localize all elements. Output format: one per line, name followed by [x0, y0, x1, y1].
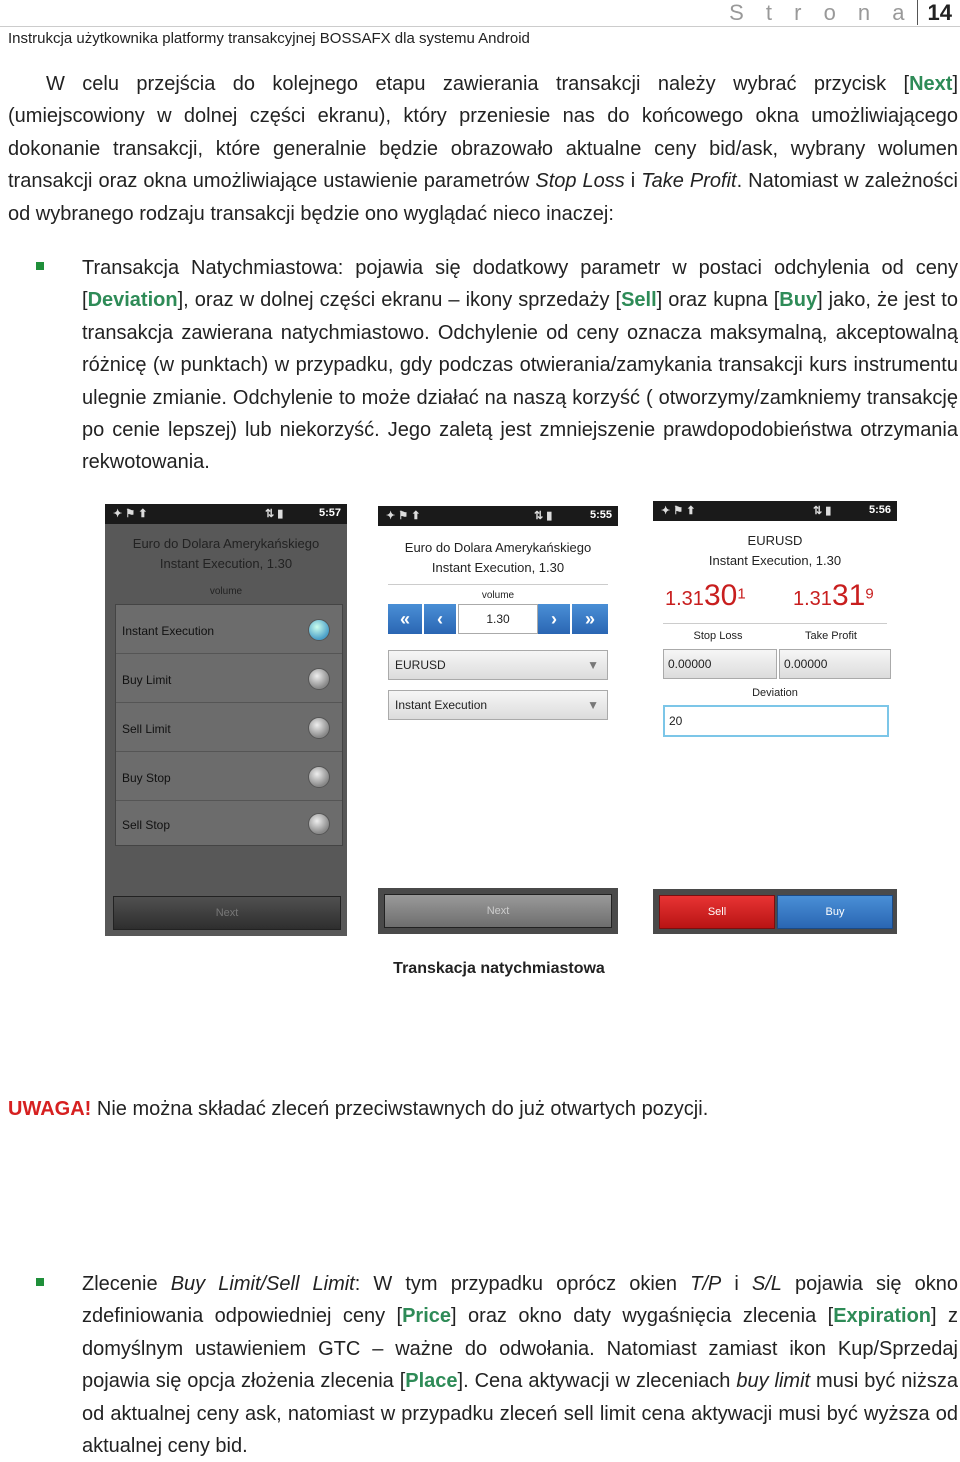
- ask-sup: 9: [865, 585, 874, 603]
- expiration-keyword: Expiration: [833, 1305, 931, 1328]
- stoploss-input[interactable]: 0.00000: [663, 649, 777, 679]
- deviation-input[interactable]: 20: [663, 705, 889, 737]
- order-type-select[interactable]: [388, 690, 608, 720]
- dropdown-arrow-icon: ▼: [587, 698, 599, 712]
- option-buy-limit[interactable]: [116, 654, 342, 703]
- dropdown-arrow-icon: ▼: [587, 658, 599, 672]
- divider: [663, 623, 887, 624]
- bullet1-text-4: ] jako, że jest to transakcja zawierana natychmiastowo. Odchylenie od ceny oznacza maksymalną, akceptowalną różnicę (w punktach) w przypadku, gdy podczas otwierania/zamykania transakcji kurs instrumentu ulegnie zmianie. Odchylenie to może działać na naszą korzyść ( otworzymy/zamkniemy transakcję po cenie lepszej) lub niekorzyść. Jego zaletą jest zmniejszenie prawdopodobieństwa otrzymania rekwotowania.: [82, 289, 958, 474]
- option-sell-stop[interactable]: [116, 801, 342, 845]
- sell-keyword: Sell: [621, 289, 657, 312]
- bullet2-text-1: Zlecenie: [82, 1273, 171, 1295]
- option-instant-execution[interactable]: [116, 605, 342, 654]
- bullet-buy-limit: [82, 1268, 958, 1462]
- symbol-value: EURUSD: [395, 658, 446, 672]
- document-title: Instrukcja użytkownika platformy transakcyjnej BOSSAFX dla systemu Android: [8, 30, 530, 47]
- next-keyword: Next: [909, 73, 953, 95]
- dialog-title: [105, 534, 347, 574]
- intro-paragraph: [8, 68, 958, 230]
- status-bar: [653, 501, 897, 521]
- option-label: Sell Stop: [122, 818, 171, 832]
- option-buy-stop[interactable]: [116, 752, 342, 801]
- bullet-instant-execution: [82, 252, 958, 479]
- radio-selected-icon: [308, 619, 330, 641]
- intro-text-4: . Natomiast w zależności od wybranego rodzaju transakcji będzie ono wyglądać nieco inaczej:: [8, 170, 959, 225]
- bullet1-text-3: ] oraz kupna [: [656, 289, 780, 312]
- signal-icon: ⇅ ▮: [265, 508, 284, 520]
- deviation-keyword: Deviation: [87, 289, 178, 312]
- order-type-list: [115, 604, 343, 846]
- radio-icon: [308, 668, 330, 690]
- volume-label: volume: [481, 590, 515, 601]
- buy-keyword: Buy: [779, 289, 818, 312]
- execution-subtitle: Instant Execution, 1.30: [708, 553, 842, 568]
- figure-caption: Transkacja natychmiastowa: [393, 960, 605, 977]
- bid-big: 30: [703, 579, 738, 612]
- bullet2-text-7: ]. Cena aktywacji w zleceniach: [457, 1370, 737, 1393]
- takeprofit-input[interactable]: 0.00000: [779, 649, 891, 679]
- bullet2-italic-4: buy limit: [736, 1370, 811, 1393]
- bullet2-text-5: ] oraz okno daty wygaśnięcia zlecenia [: [451, 1305, 834, 1328]
- notification-icon: ✦ ⚑ ⬆: [386, 510, 421, 522]
- buy-button[interactable]: Buy: [777, 895, 893, 929]
- page-number: [729, 0, 952, 26]
- bullet2-text-2: : W tym przypadku oprócz okien: [354, 1273, 691, 1295]
- symbol-title: EURUSD: [747, 533, 803, 548]
- status-time: 5:55: [589, 509, 612, 521]
- radio-icon: [308, 766, 330, 788]
- dialog-title-2: Instant Execution, 1.30: [159, 556, 293, 571]
- increase-fast-button[interactable]: »: [572, 604, 608, 634]
- volume-label: volume: [209, 586, 243, 597]
- bullet2-italic-1: Buy Limit/Sell Limit: [170, 1273, 355, 1295]
- notification-icon: ✦ ⚑ ⬆: [113, 508, 148, 520]
- stoploss-keyword: Stop Loss: [535, 170, 625, 193]
- decrease-button[interactable]: ‹: [424, 604, 456, 634]
- radio-icon: [308, 717, 330, 739]
- option-label: Buy Limit: [122, 673, 172, 687]
- phone-screenshot-instant-execution: [653, 501, 897, 934]
- bid-small: 1.31: [665, 588, 704, 610]
- intro-text-3: i: [624, 170, 642, 193]
- notification-icon: ✦ ⚑ ⬆: [661, 505, 696, 517]
- phone-screenshot-volume: [378, 506, 618, 934]
- bullet2-text-6: ] z domyślnym ustawieniem GTC – ważne do odwołania. Natomiast zamiast ikon Kup/Sprzedaj pojawia się opcja złożenia zlecenia [: [82, 1305, 958, 1393]
- dialog-title-1: Euro do Dolara Amerykańskiego: [132, 536, 320, 551]
- option-sell-limit[interactable]: [116, 703, 342, 752]
- order-type-value: Instant Execution: [395, 698, 488, 712]
- header-divider: [0, 26, 960, 27]
- intro-text-2: ] (umiejscowiony w dolnej części ekranu), który przeniesie nas do końcowego okna umożliwiającego dokonanie transakcji, które generalnie będzie obrazowało aktualne ceny bid/ask, wybrany wolumen transakcji oraz okna umożliwiające ustawienie parametrów: [8, 73, 958, 193]
- option-label: Sell Limit: [122, 722, 171, 736]
- ask-small: 1.31: [793, 588, 832, 610]
- price-keyword: Price: [402, 1305, 452, 1328]
- bullet-marker: [36, 262, 44, 270]
- volume-input[interactable]: 1.30: [458, 604, 538, 634]
- dialog-title-1: Euro do Dolara Amerykańskiego: [404, 540, 592, 555]
- next-button[interactable]: Next: [384, 894, 612, 928]
- option-label: Buy Stop: [122, 771, 171, 785]
- takeprofit-label: Take Profit: [805, 630, 857, 642]
- dialog-title-2: Instant Execution, 1.30: [431, 560, 565, 575]
- bullet1-text-2: ], oraz w dolnej części ekranu – ikony sprzedaży [: [177, 289, 622, 312]
- warning-note: [8, 1098, 708, 1121]
- status-time: 5:57: [318, 507, 341, 519]
- bullet2-text-8: musi być niższa od aktualnej ceny ask, natomiast w przypadku zleceń sell limit cena aktywacji musi być wyższa od aktualnej ceny bid.: [82, 1370, 958, 1458]
- stoploss-label: Stop Loss: [693, 630, 743, 642]
- status-time: 5:56: [868, 504, 891, 516]
- symbol-select[interactable]: [388, 650, 608, 680]
- sell-button[interactable]: Sell: [659, 895, 775, 929]
- signal-icon: ⇅ ▮: [534, 510, 553, 522]
- decrease-fast-button[interactable]: «: [388, 604, 422, 634]
- place-keyword: Place: [405, 1370, 458, 1393]
- bullet-marker: [36, 1278, 44, 1286]
- status-bar: [105, 504, 347, 524]
- bullet1-text-1: Transakcja Natychmiastowa: pojawia się dodatkowy parametr w postaci odchylenia od ceny [: [82, 257, 958, 312]
- bid-sup: 1: [737, 585, 746, 603]
- dialog-title: [378, 538, 618, 578]
- ask-big: 31: [831, 579, 866, 612]
- warning-text: Nie można składać zleceń przeciwstawnych do już otwartych pozycji.: [91, 1098, 709, 1120]
- signal-icon: ⇅ ▮: [813, 505, 832, 517]
- intro-text-1: W celu przejścia do kolejnego etapu zawierania transakcji należy wybrać przycisk [: [46, 73, 910, 95]
- takeprofit-keyword: Take Profit: [641, 170, 737, 193]
- ask-price: [793, 579, 874, 613]
- bullet2-italic-2: T/P: [690, 1273, 722, 1295]
- option-label: Instant Execution: [122, 624, 215, 638]
- radio-icon: [308, 813, 330, 835]
- phone-screenshot-order-type: [105, 504, 347, 936]
- deviation-label: Deviation: [752, 687, 798, 699]
- status-bar: [378, 506, 618, 526]
- warning-label: UWAGA!: [8, 1098, 92, 1120]
- page-word: S t r o n a: [729, 0, 913, 25]
- next-button[interactable]: Next: [113, 896, 341, 930]
- page-num: 14: [917, 0, 952, 25]
- bid-price: [665, 579, 746, 613]
- bullet2-text-4: pojawia się okno zdefiniowania odpowiedniej ceny [: [82, 1273, 959, 1328]
- increase-button[interactable]: ›: [538, 604, 570, 634]
- bullet2-italic-3: S/L: [751, 1273, 782, 1295]
- divider: [388, 584, 608, 585]
- bullet2-text-3: i: [721, 1273, 752, 1295]
